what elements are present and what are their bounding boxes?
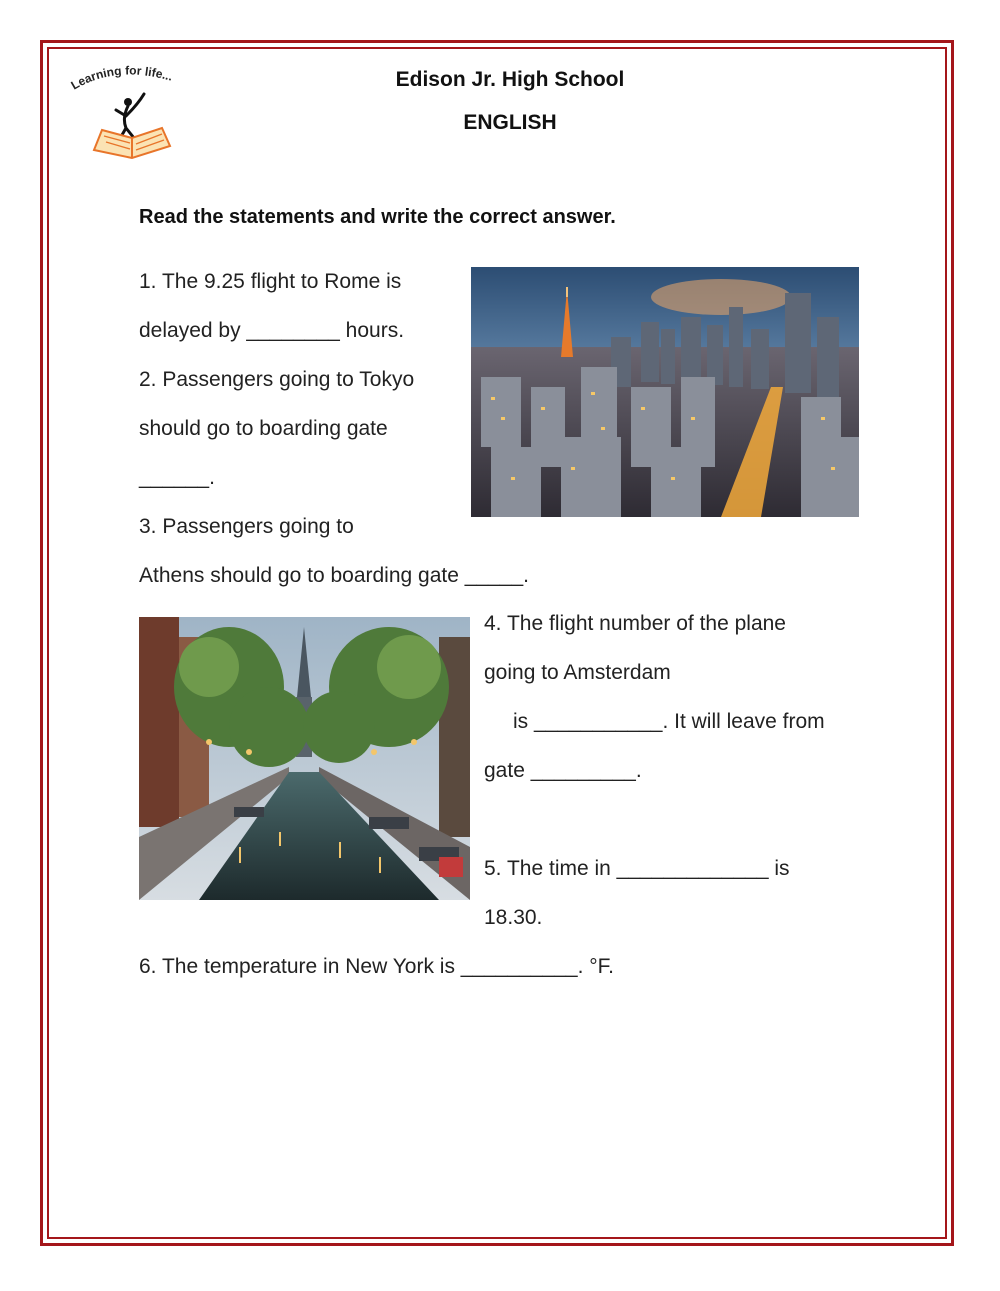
- question-3-line-2: Athens should go to boarding gate _____.: [139, 564, 529, 587]
- question-1-line-1: 1. The 9.25 flight to Rome is: [139, 270, 402, 293]
- instructions: Read the statements and write the correct answer.: [139, 206, 616, 228]
- question-5-line-2: 18.30.: [484, 906, 543, 929]
- question-3-line-1: 3. Passengers going to: [139, 515, 354, 538]
- question-4-line-2: going to Amsterdam: [484, 661, 671, 684]
- question-4-line-1: 4. The flight number of the plane: [484, 612, 786, 635]
- question-4-line-4: gate _________.: [484, 759, 642, 782]
- tokyo-cityscape-photo: [471, 267, 859, 517]
- svg-text:Learning for life...: Learning for life...: [68, 63, 175, 93]
- amsterdam-canal-photo: [139, 617, 470, 900]
- question-2-line-2: should go to boarding gate: [139, 417, 388, 440]
- question-1-line-2: delayed by ________ hours.: [139, 319, 405, 342]
- subject-title: ENGLISH: [463, 111, 557, 134]
- question-2-line-3: ______.: [139, 466, 215, 489]
- school-name: Edison Jr. High School: [395, 68, 625, 91]
- school-logo: [62, 58, 202, 168]
- question-5-line-1: 5. The time in _____________ is: [484, 857, 790, 880]
- question-2-line-1: 2. Passengers going to Tokyo: [139, 368, 415, 391]
- question-4-line-3: is ___________. It will leave from: [513, 710, 825, 733]
- question-6: 6. The temperature in New York is __________. °F.: [139, 955, 614, 978]
